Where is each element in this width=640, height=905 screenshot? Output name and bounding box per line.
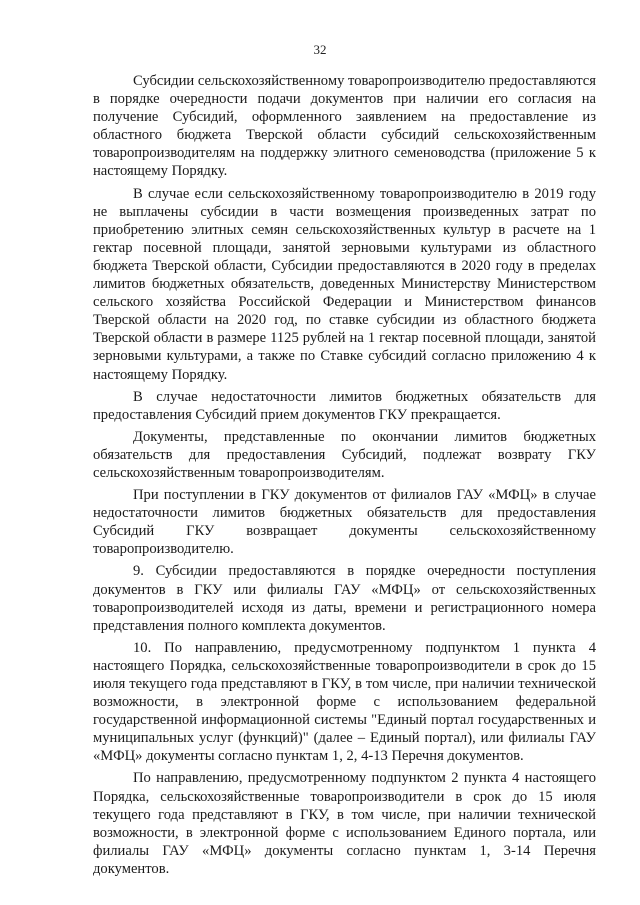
paragraph: По направлению, предусмотренному подпунктом 2 пункта 4 настоящего Порядка, сельскохозяйственные товаропроизводители в срок до 15 июля текущего года представляют в ГКУ, в том числе, при наличии технической возможности, в электронной форме с использованием Единого портала, или филиалы ГАУ «МФЦ» документы согласно пунктам 1, 3-14 Перечня документов. <box>93 770 596 877</box>
paragraph: 10. По направлению, предусмотренному подпунктом 1 пункта 4 настоящего Порядка, сельскохозяйственные товаропроизводители в срок до 15 июля текущего года представляют в ГКУ, в том числе, при наличии технической возможности, в электронной форме с использованием федеральной государственной информационной системы "Единый портал государственных и муниципальных услуг (функций)" (далее – Единый портал), или филиалы ГАУ «МФЦ» документы согласно пунктам 1, 2, 4-13 Перечня документов. <box>93 639 596 765</box>
paragraph: В случае если сельскохозяйственному товаропроизводителю в 2019 году не выплачены субсидии в части возмещения произведенных затрат по приобретению элитных семян сельскохозяйственных культур в расчете на 1 гектар посевной площади, занятой зерновыми культурами из областного бюджета Тверской области, Субсидии предоставляются в 2020 году в пределах лимитов бюджетных обязательств, доведенных Министерству Министерством сельского хозяйства Российской Федерации и Министерством финансов Тверской области на 2020 год, по ставке субсидии из областного бюджета Тверской области в размере 1125 рублей на 1 гектар посевной площади, занятой зерновыми культурами, а также по Ставке субсидий согласно приложению 4 к настоящему Порядку. <box>93 185 596 383</box>
paragraph: Субсидии сельскохозяйственному товаропроизводителю предоставляются в порядке очередности подачи документов при наличии его согласия на получение Субсидий, оформленного заявлением на предоставление из областного бюджета Тверской области субсидий сельскохозяйственным товаропроизводителям на поддержку элитного семеноводства (приложение 5 к настоящему Порядку. <box>93 73 596 180</box>
document-body <box>93 72 596 878</box>
paragraph: 9. Субсидии предоставляются в порядке очередности поступления документов в ГКУ или филиалы ГАУ «МФЦ» от сельскохозяйственных товаропроизводителей исходя из даты, времени и регистрационного номера представления полного комплекта документов. <box>93 563 596 634</box>
paragraph: В случае недостаточности лимитов бюджетных обязательств для предоставления Субсидий прием документов ГКУ прекращается. <box>93 388 596 423</box>
paragraph: При поступлении в ГКУ документов от филиалов ГАУ «МФЦ» в случае недостаточности лимитов бюджетных обязательств для предоставления Субсидий ГКУ возвращает документы сельскохозяйственному товаропроизводителю. <box>93 487 596 558</box>
page-number: 32 <box>313 42 327 57</box>
paragraph: Документы, представленные по окончании лимитов бюджетных обязательств для предоставления Субсидий, подлежат возврату ГКУ сельскохозяйственным товаропроизводителям. <box>93 428 596 481</box>
